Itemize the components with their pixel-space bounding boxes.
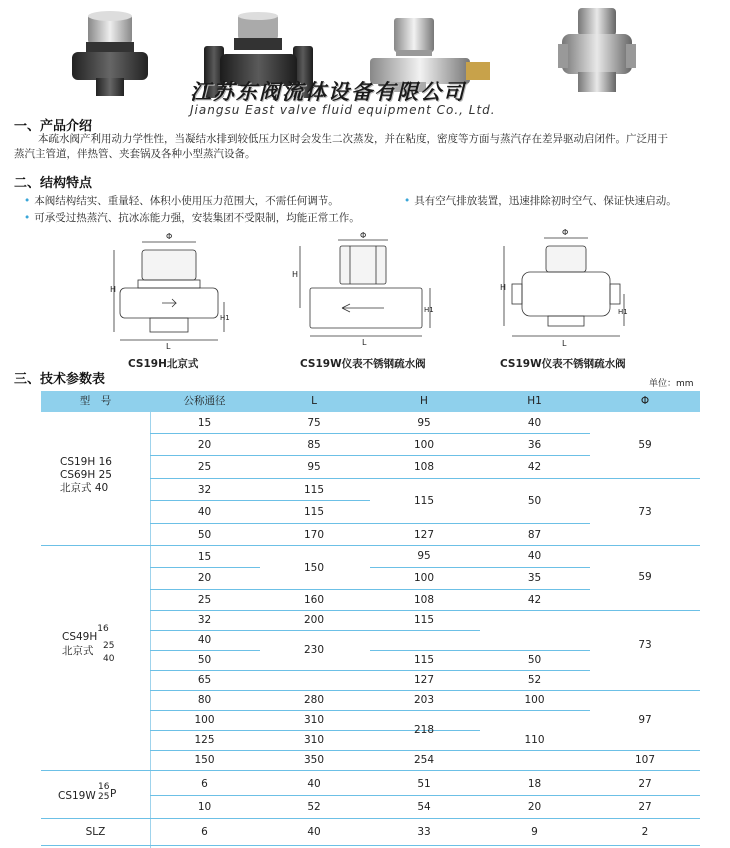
- table-cell: 203: [413, 694, 435, 706]
- table-cell: 20: [527, 801, 542, 813]
- table-cell: 100: [413, 439, 435, 451]
- dim-h-label: H: [110, 285, 117, 294]
- table-cell: 95: [417, 550, 431, 562]
- table-cell: 200: [303, 614, 325, 626]
- model-group-3: CS19W: [58, 790, 96, 802]
- table-cell: 59: [638, 439, 652, 451]
- table-cell: 52: [307, 801, 321, 813]
- table-cell: 230: [303, 644, 325, 656]
- table-cell: 150: [303, 562, 325, 574]
- dim-h1-label: H1: [424, 306, 434, 314]
- table-cell: 20: [197, 439, 212, 451]
- table-cell: 27: [638, 801, 652, 813]
- table-cell: 50: [197, 654, 212, 666]
- table-cell: 218: [413, 724, 435, 736]
- model-group-2-pressure: 25 40: [103, 641, 115, 664]
- company-name-cn: 江苏东阀流体设备有限公司: [190, 80, 466, 104]
- table-cell: 9: [531, 826, 538, 838]
- table-cell: 25: [197, 594, 212, 606]
- table-cell: 107: [634, 754, 656, 766]
- header-model: 型 号: [79, 395, 112, 407]
- dim-l-label: L: [562, 339, 567, 348]
- unit-label: 单位：mm: [649, 379, 694, 389]
- header-h1: H1: [527, 395, 542, 407]
- model-group-1: CS19H 16 CS69H 25 北京式 40: [60, 456, 112, 494]
- product-photo-4: [556, 4, 638, 104]
- table-cell: 150: [194, 754, 215, 766]
- diagram-cs19w-1: [290, 232, 440, 350]
- table-cell: 100: [194, 714, 215, 726]
- table-cell: 15: [197, 551, 212, 563]
- table-cell: 160: [303, 594, 325, 606]
- intro-line-2: 蒸汽主管道，伴热管、夹套锅及各种小型蒸汽设备。: [14, 148, 256, 160]
- table-cell: 50: [527, 654, 542, 666]
- feature-bullet-3: • 可承受过热蒸汽、抗冰冻能力强，安装集团不受限制，均能正常工作。: [24, 212, 360, 224]
- table-cell: 50: [197, 529, 212, 541]
- model-group-3-pressure: 16 25: [98, 782, 110, 802]
- table-cell: 280: [303, 694, 325, 706]
- dim-phi-label: Φ: [360, 232, 367, 240]
- table-cell: 115: [413, 654, 435, 666]
- table-cell: 254: [413, 754, 435, 766]
- table-cell: 100: [413, 572, 435, 584]
- dim-h1-label: H1: [220, 314, 230, 322]
- table-cell: 73: [638, 506, 652, 518]
- table-cell: 40: [307, 826, 321, 838]
- diagram-caption-3: CS19W仪表不锈钢疏水阀: [500, 358, 626, 370]
- header-phi: Φ: [640, 395, 650, 407]
- company-name-en: Jiangsu East valve fluid equipment Co., Ltd.: [190, 103, 496, 117]
- table-cell: 115: [303, 506, 325, 518]
- dim-h-label: H: [500, 283, 507, 292]
- section-title-features: 二、结构特点: [14, 176, 93, 191]
- feature-bullet-1: • 本阀结构结实、重量轻、体积小使用压力范围大，不需任何调节。: [24, 195, 339, 207]
- table-cell: 59: [638, 571, 652, 583]
- table-cell: 125: [194, 734, 215, 746]
- dim-l-label: L: [362, 338, 367, 347]
- table-cell: 40: [197, 506, 212, 518]
- table-cell: 32: [197, 614, 212, 626]
- diagram-caption-2: CS19W仪表不锈钢疏水阀: [300, 358, 426, 370]
- model-group-3-suffix: P: [110, 788, 117, 800]
- table-cell: 310: [303, 714, 325, 726]
- table-cell: 95: [417, 417, 431, 429]
- dim-phi-label: Φ: [562, 228, 569, 237]
- bullet-dot-icon: •: [24, 212, 31, 224]
- table-cell: 115: [303, 484, 325, 496]
- table-cell: 36: [527, 439, 542, 451]
- table-cell: 100: [524, 694, 545, 706]
- table-cell: 42: [527, 461, 542, 473]
- table-cell: 27: [638, 778, 652, 790]
- bullet-dot-icon: •: [24, 195, 31, 207]
- dim-phi-label: Φ: [166, 232, 173, 241]
- dim-l-label: L: [166, 342, 171, 350]
- table-cell: 2: [641, 826, 649, 838]
- diagram-caption-1: CS19H北京式: [128, 358, 199, 370]
- table-cell: 54: [417, 801, 431, 813]
- table-cell: 40: [197, 634, 212, 646]
- table-cell: 110: [524, 734, 545, 746]
- table-cell: 42: [527, 594, 542, 606]
- table-cell: 350: [303, 754, 325, 766]
- table-cell: 33: [417, 826, 431, 838]
- diagram-cs19w-2: [500, 228, 630, 350]
- table-cell: 18: [527, 778, 542, 790]
- dim-h-label: H: [292, 270, 299, 279]
- table-cell: 108: [413, 461, 435, 473]
- bullet-dot-icon: •: [404, 195, 411, 207]
- table-cell: 75: [307, 417, 321, 429]
- table-cell: 115: [413, 614, 435, 626]
- intro-line-1: 本疏水阀产利用动力学性性，当凝结水排到较低压力区时会发生二次蒸发，并在粘度，密度等方面与蒸汽存在差异驱动启闭件。广泛用于: [38, 133, 668, 145]
- table-cell: 127: [413, 674, 435, 686]
- table-cell: 40: [527, 550, 542, 562]
- dim-h1-label: H1: [618, 308, 628, 316]
- table-cell: 310: [303, 734, 325, 746]
- table-cell: 97: [638, 714, 652, 726]
- model-group-2: CS49H16 北京式: [62, 624, 109, 657]
- table-cell: 51: [417, 778, 431, 790]
- section-title-specs: 三、技术参数表: [14, 372, 106, 387]
- table-cell: 40: [307, 778, 321, 790]
- table-cell: 20: [197, 572, 212, 584]
- table-cell: 95: [307, 461, 321, 473]
- diagram-cs19h: [110, 232, 240, 350]
- table-cell: 73: [638, 639, 652, 651]
- table-cell: 10: [197, 801, 212, 813]
- section-title-intro: 一、产品介绍: [14, 119, 93, 134]
- product-photo-1: [70, 6, 150, 102]
- header-h: H: [420, 395, 428, 407]
- table-cell: 65: [197, 674, 212, 686]
- table-cell: 25: [197, 461, 212, 473]
- table-cell: 6: [201, 778, 208, 790]
- table-cell: 40: [527, 417, 542, 429]
- table-cell: 35: [527, 572, 542, 584]
- table-cell: 50: [527, 495, 542, 507]
- table-cell: 6: [201, 826, 208, 838]
- table-cell: 115: [413, 495, 435, 507]
- header-dn: 公称通径: [183, 395, 226, 407]
- table-cell: 15: [197, 417, 212, 429]
- table-cell: 85: [307, 439, 321, 451]
- table-cell: 127: [413, 529, 435, 541]
- header-l: L: [311, 395, 317, 407]
- table-cell: 108: [413, 594, 435, 606]
- table-cell: 87: [527, 529, 542, 541]
- feature-bullet-2: • 具有空气排放装置，迅速排除初时空气、保证快速启动。: [404, 195, 677, 207]
- model-group-4: SLZ: [85, 826, 106, 838]
- table-cell: 32: [197, 484, 212, 496]
- table-cell: 52: [527, 674, 542, 686]
- table-cell: 170: [303, 529, 325, 541]
- table-cell: 80: [197, 694, 212, 706]
